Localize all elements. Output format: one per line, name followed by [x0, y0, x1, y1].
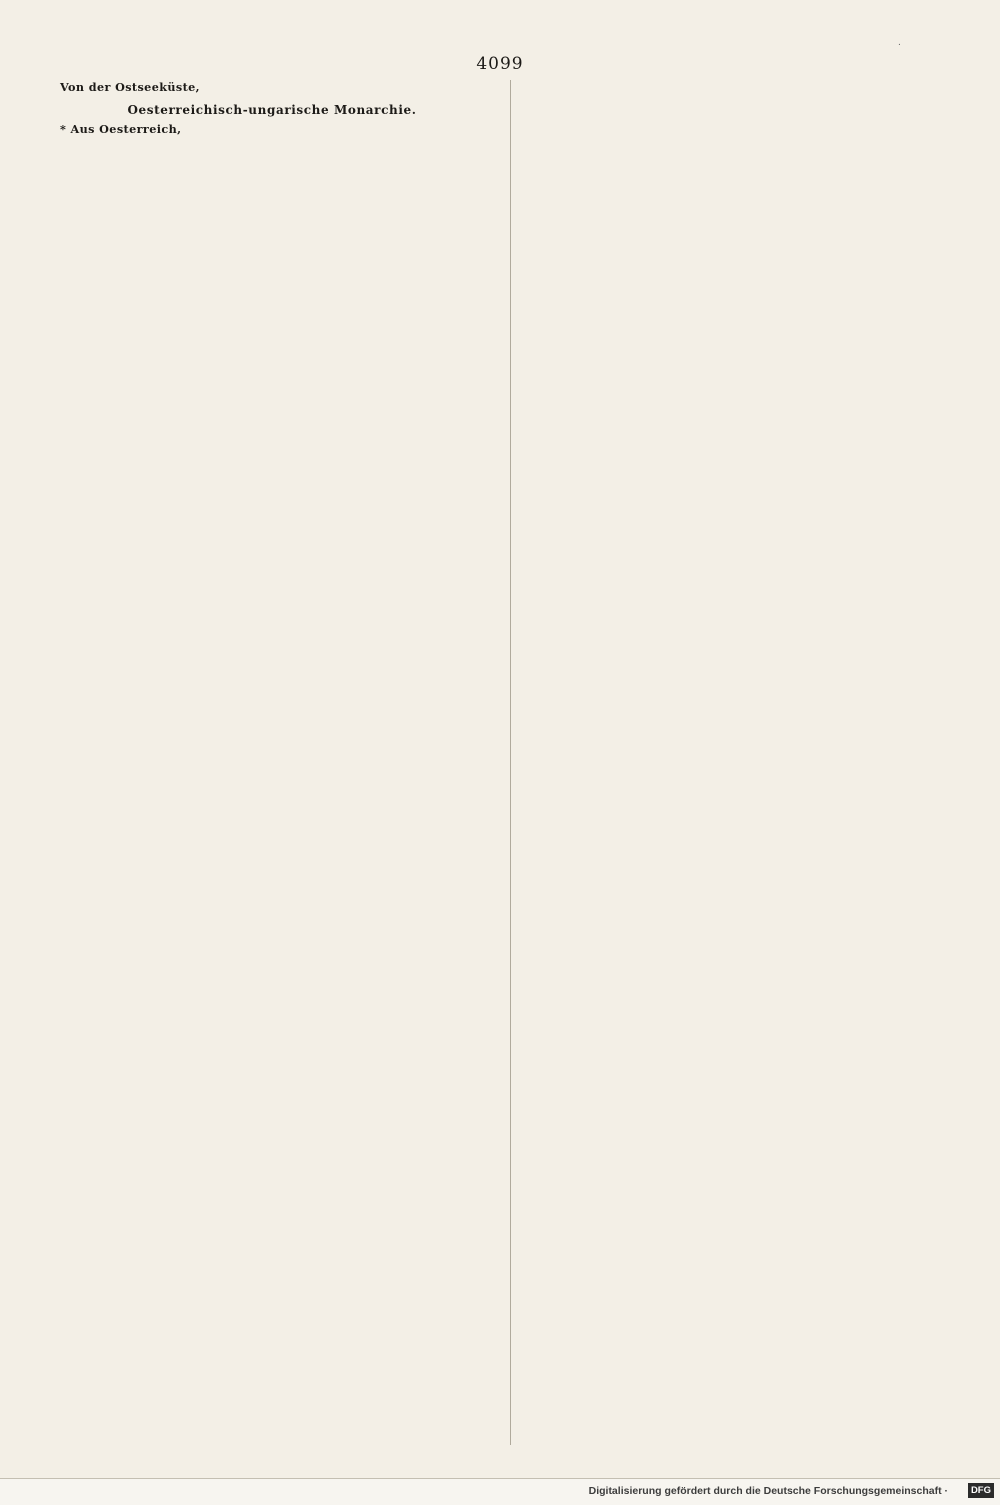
corner-mark: .	[898, 38, 901, 48]
right-column	[527, 80, 970, 1445]
page-number: 4099	[476, 54, 524, 74]
section-heading: Oesterreichisch-ungarische Monarchie.	[127, 103, 417, 118]
funding-note: Digitalisierung gefördert durch die Deutsche Forschungsgemeinschaft ·	[588, 1485, 948, 1497]
dfg-logo: DFG	[968, 1483, 994, 1498]
footer	[0, 1478, 1000, 1505]
article-paragraph	[48, 122, 496, 137]
column-divider	[510, 80, 511, 1445]
left-column	[48, 80, 496, 1445]
paragraph-lead: * Aus Oesterreich,	[60, 121, 182, 136]
paragraph-lead: Von der Ostseeküste,	[60, 80, 200, 94]
article-paragraph	[48, 80, 496, 95]
